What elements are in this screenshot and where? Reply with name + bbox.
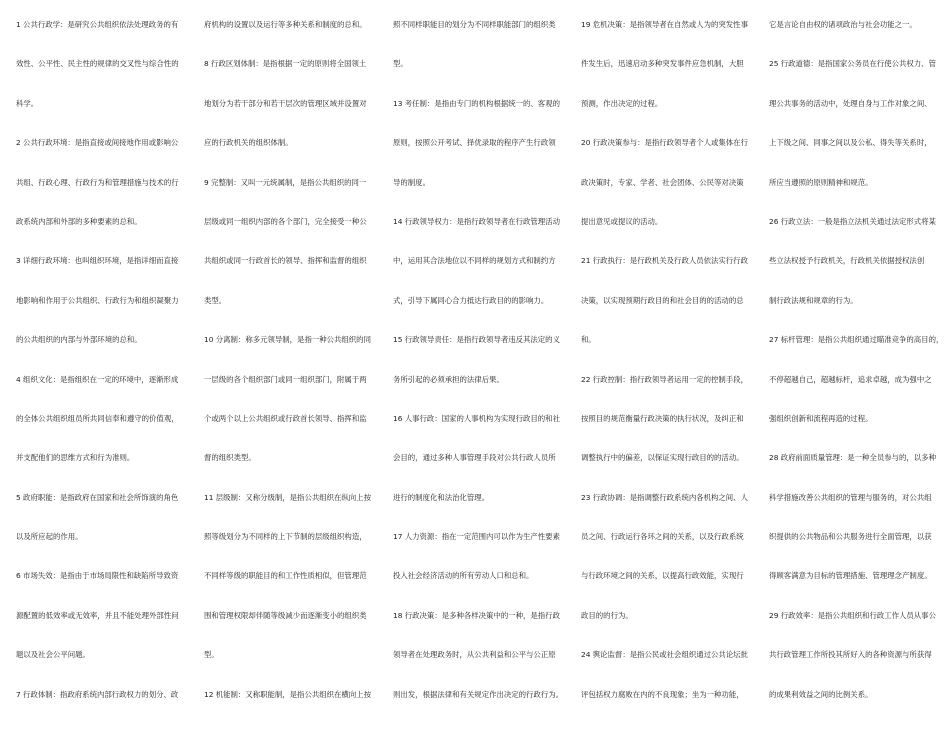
text-line: 所应当遵照的原则精神和规范。 — [769, 177, 873, 187]
text-column-5 — [769, 0, 945, 729]
text-line: 科学。 — [16, 98, 39, 108]
text-line: 24 舆论监督：是指公民或社会组织通过公共论坛批 — [581, 650, 748, 660]
text-line: 科学措施改善公共组织的管理与服务的，对公共组 — [769, 492, 932, 502]
text-line: 21 行政执行：是行政机关及行政人员依法实行行政 — [581, 256, 748, 266]
text-line: 则出发，根据法律和有关规定作出决定的行政行为。 — [393, 689, 563, 699]
text-line: 上下级之间、同事之间以及公私、得失等关系时， — [769, 138, 932, 148]
text-line: 25 行政道德：是指国家公务员在行使公共权力、管 — [769, 59, 936, 69]
text-line: 共组织或同一行政首长的领导、指挥和监督的组织 — [204, 256, 367, 266]
text-line: 9 完整制：又叫一元统属制，是指公共组织的同一 — [204, 177, 367, 187]
text-line: 会目的，通过多种人事管理手段对公共行政人员所 — [393, 453, 556, 463]
text-line: 地划分为若干部分和若干层次的管理区域并设置对 — [204, 98, 367, 108]
text-line: 26 行政立法：一般是指立法机关通过法定形式将某 — [769, 216, 936, 226]
text-line: 制行政法规和规章的行为。 — [769, 295, 858, 305]
text-line: 层级或同一组织内部的各个部门，完全接受一种公 — [204, 216, 367, 226]
text-line: 16 人事行政：国家的人事机构为实现行政目的和社 — [393, 413, 560, 423]
text-line: 4 组织文化：是指组织在一定的环境中，逐渐形成 — [16, 374, 179, 384]
text-line: 它是言论自由权的诸项政治与社会功能之一。 — [769, 20, 917, 29]
text-line: 以及所应起的作用。 — [16, 532, 83, 542]
text-line: 务所引起的必须承担的法律后果。 — [393, 374, 504, 384]
text-line: 的全体公共组织组员所共同信奉和遵守的价值观， — [16, 413, 179, 423]
text-line: 府机构的设置以及运行等多种关系和制度的总和。 — [204, 20, 367, 29]
text-line: 照不同样职能目的划分为不同样职能部门的组织类 — [393, 20, 556, 29]
text-column-4 — [581, 0, 755, 729]
text-line: 12 机能制：又称职能制，是指公共组织在横向上按 — [204, 689, 371, 699]
text-line: 源配置的低效率或无效率，并且不能处理外部性问 — [16, 610, 179, 620]
text-line: 效性、公平性、民主性的规律的交叉性与综合性的 — [16, 59, 179, 69]
text-line: 3 详细行政环境：也叫组织环境，是指详细而直接 — [16, 256, 179, 266]
text-column-1 — [16, 0, 190, 729]
text-line: 原则，按照公开考试、择优录取的程序产生行政领 — [393, 138, 556, 148]
text-line: 共组、行政心理、行政行为和管理措施与技术的行 — [16, 177, 179, 187]
text-line: 件发生后，迅速启动多种突发事件应急机制，大胆 — [581, 59, 744, 69]
text-line: 23 行政协调：是指调整行政系统内各机构之间、人 — [581, 492, 748, 502]
text-line: 共行政管理工作所投其所好入的各种资源与所获得 — [769, 650, 932, 660]
text-line: 13 考任制：是指由专门的机构根据统一的、客观的 — [393, 98, 560, 108]
text-line: 型。 — [204, 650, 219, 660]
text-line: 领导者在处理政务时，从公共利益和公平与公正原 — [393, 650, 556, 660]
text-line: 政决策时，专家、学者、社会团体、公民等对决策 — [581, 177, 744, 187]
text-line: 理公共事务的活动中，处理自身与工作对象之间、 — [769, 98, 932, 108]
text-line: 11 层级制：又称分级制，是指公共组织在纵向上按 — [204, 492, 371, 502]
text-line: 和。 — [581, 335, 596, 345]
text-line: 员之间、行政运行各环之间的关系，以及行政系统 — [581, 532, 744, 542]
text-line: 投入社会经济活动的所有劳动人口和总和。 — [393, 571, 534, 581]
text-line: 并支配他们的思维方式和行为准则。 — [16, 453, 135, 463]
text-line: 式，引导下属同心合力抵达行政目的的影响力。 — [393, 295, 549, 305]
text-line: 预测，作出决定的过程。 — [581, 98, 663, 108]
text-line: 评包括权力腐败在内的不良现象；坐为一种功能， — [581, 689, 744, 699]
text-line: 14 行政领导权力：是指行政领导者在行政管理活动 — [393, 216, 560, 226]
text-line: 进行的制度化和法治化管理。 — [393, 492, 490, 502]
text-line: 8 行政区划体制：是指根据一定的原则将全国领土 — [204, 59, 367, 69]
text-line: 政系统内部和外部的多种要素的总和。 — [16, 216, 142, 226]
text-line: 2 公共行政环境：是指直接或间接地作用或影响公 — [16, 138, 179, 148]
text-line: 类型。 — [204, 295, 227, 305]
text-line: 调整执行中的偏差，以保证实现行政目的的活动。 — [581, 453, 744, 463]
text-line: 的成果利效益之间的比例关系。 — [769, 689, 873, 699]
text-line: 18 行政决策：是多种各样决策中的一种，是指行政 — [393, 610, 560, 620]
text-line: 提出意见或提议的活动。 — [581, 216, 663, 226]
text-line: 照等级划分为不同样的上下节制的层级组织构造， — [204, 532, 367, 542]
text-line: 29 行政效率：是指公共组织和行政工作人员从事公 — [769, 610, 936, 620]
text-line: 5 政府职能：是指政府在国家和社会所饰演的角色 — [16, 492, 179, 502]
text-line: 6 市场失效：是指由于市场局限性和缺陷所导致资 — [16, 571, 179, 581]
text-line: 应的行政机关的组织体制。 — [204, 138, 293, 148]
text-line: 1 公共行政学：是研究公共组织依法处理政务的有 — [16, 20, 179, 29]
text-line: 决策，以实现预期行政目的和社会目的的活动的总 — [581, 295, 744, 305]
text-line: 按照目的规范衡量行政决策的执行状况，及纠正和 — [581, 413, 744, 423]
text-line: 10 分离制：称多元领导制，是指一种公共组织的同 — [204, 335, 371, 345]
text-line: 22 行政控制：指行政领导者运用一定的控制手段， — [581, 374, 748, 384]
text-line: 19 危机决策：是指领导者在自然或人为的突发性事 — [581, 20, 748, 29]
text-line: 与行政环境之间的关系，以提高行政效能，实现行 — [581, 571, 744, 581]
text-line: 导的制度。 — [393, 177, 430, 187]
text-line: 督的组织类型。 — [204, 453, 256, 463]
text-line: 中，运用其合法地位以不同样的规划方式和制约方 — [393, 256, 556, 266]
text-line: 不停超越自己，超越标杆，追求卓越，成为强中之 — [769, 374, 932, 384]
text-line: 些立法权授予行政机关，行政机关依据授权法创 — [769, 256, 925, 266]
text-line: 28 政府前面质量管理：是一种全员参与的，以多种 — [769, 453, 936, 463]
text-line: 15 行政领导责任：是指行政领导者违反其法定的义 — [393, 335, 560, 345]
text-line: 题以及社会公平问题。 — [16, 650, 90, 660]
text-line: 不同样等级的职能目的和工作性质相似，但管理范 — [204, 571, 367, 581]
text-line: 20 行政决策参与：是指行政领导者个人或集体在行 — [581, 138, 748, 148]
text-line: 个或两个以上公共组织或行政首长领导、指挥和监 — [204, 413, 367, 423]
text-line: 7 行政体制：指政府系统内部行政权力的划分、政 — [16, 689, 179, 699]
text-line: 强组织创新和流程再造的过程。 — [769, 413, 873, 423]
text-line: 型。 — [393, 59, 408, 69]
text-line: 围和管理权限却伴随等级减少而逐渐变小的组织类 — [204, 610, 367, 620]
text-column-2 — [204, 0, 378, 729]
text-line: 织提供的公共物品和公共服务进行全面管理，以获 — [769, 532, 932, 542]
text-line: 政目的的行为。 — [581, 610, 633, 620]
text-line: 的公共组织的内部与外部环境的总和。 — [16, 335, 142, 345]
text-column-3 — [393, 0, 567, 729]
text-line: 得顾客满意为目标的管理措施、管理理念产制度。 — [769, 571, 932, 581]
text-line: 地影响和作用于公共组织、行政行为和组织凝聚力 — [16, 295, 179, 305]
text-line: 17 人力资源：指在一定范围内可以作为生产性要素 — [393, 532, 560, 542]
text-line: 27 标杆管理：是指公共组织通过瞄准竞争的高目的， — [769, 335, 944, 345]
text-line: 一层级的各个组织部门或同一组织部门，附属于两 — [204, 374, 367, 384]
